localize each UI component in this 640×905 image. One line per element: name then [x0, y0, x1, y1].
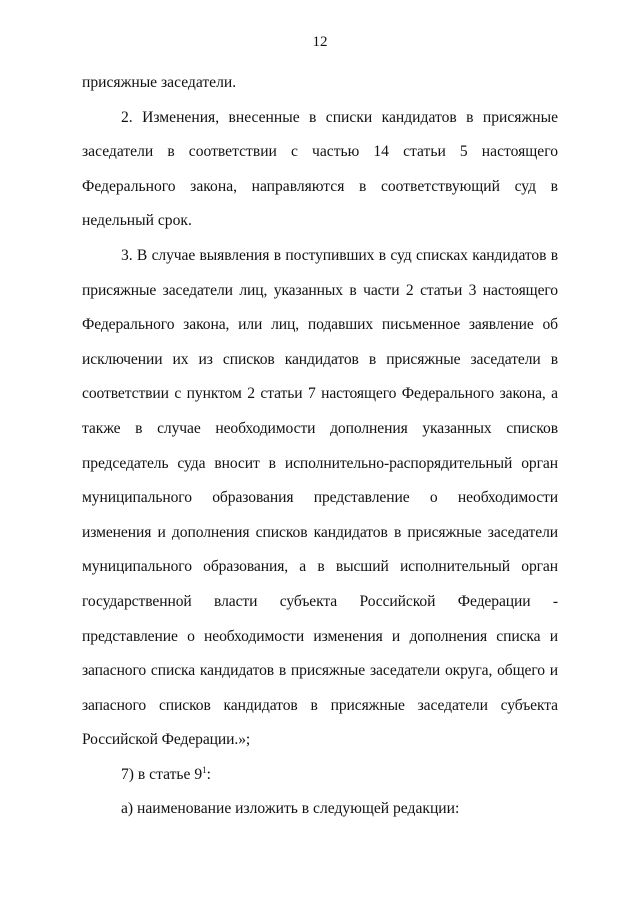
- paragraph-item-2: 2. Изменения, внесенные в списки кандидатов в присяжные заседатели в соответствии с частью 14 статьи 5 настоящего Федерального закона, направляются в соответствующий суд в недельный срок.: [82, 108, 558, 230]
- paragraph-item-7-text: 7) в статье 9: [121, 765, 203, 783]
- superscript-index: 1: [202, 764, 207, 775]
- paragraph-item-7: [82, 758, 558, 793]
- paragraph-continuation: присяжные заседатели.: [82, 74, 237, 91]
- paragraph-subitem-a: а) наименование изложить в следующей редакции:: [121, 800, 460, 818]
- page-number: 12: [312, 34, 328, 50]
- paragraph-item-7-colon: :: [206, 765, 211, 783]
- paragraph-item-3: 3. В случае выявления в поступивших в суд списках кандидатов в присяжные заседатели лиц, указанных в части 2 статьи 3 настоящего Федерального закона, или лиц, подавших письменное заявление об исключении их из списков кандидатов в присяжные заседатели в соответствии с пунктом 2 статьи 7 настоящего Федерального закона, а также в случае необходимости дополнения указанных списков председатель суда вносит в исполнительно-распорядительный орган муниципального образования представление о необходимости изменения и дополнения списков кандидатов в присяжные заседатели муниципального образования, а в высший исполнительный орган государственной власти субъекта Российской Федерации - представление о необходимости изменения и дополнения списка и запасного списка кандидатов в присяжные заседатели округа, общего и запасного списков кандидатов в присяжные заседатели субъекта Российской Федерации.»;: [82, 246, 558, 749]
- document-body: [82, 66, 558, 827]
